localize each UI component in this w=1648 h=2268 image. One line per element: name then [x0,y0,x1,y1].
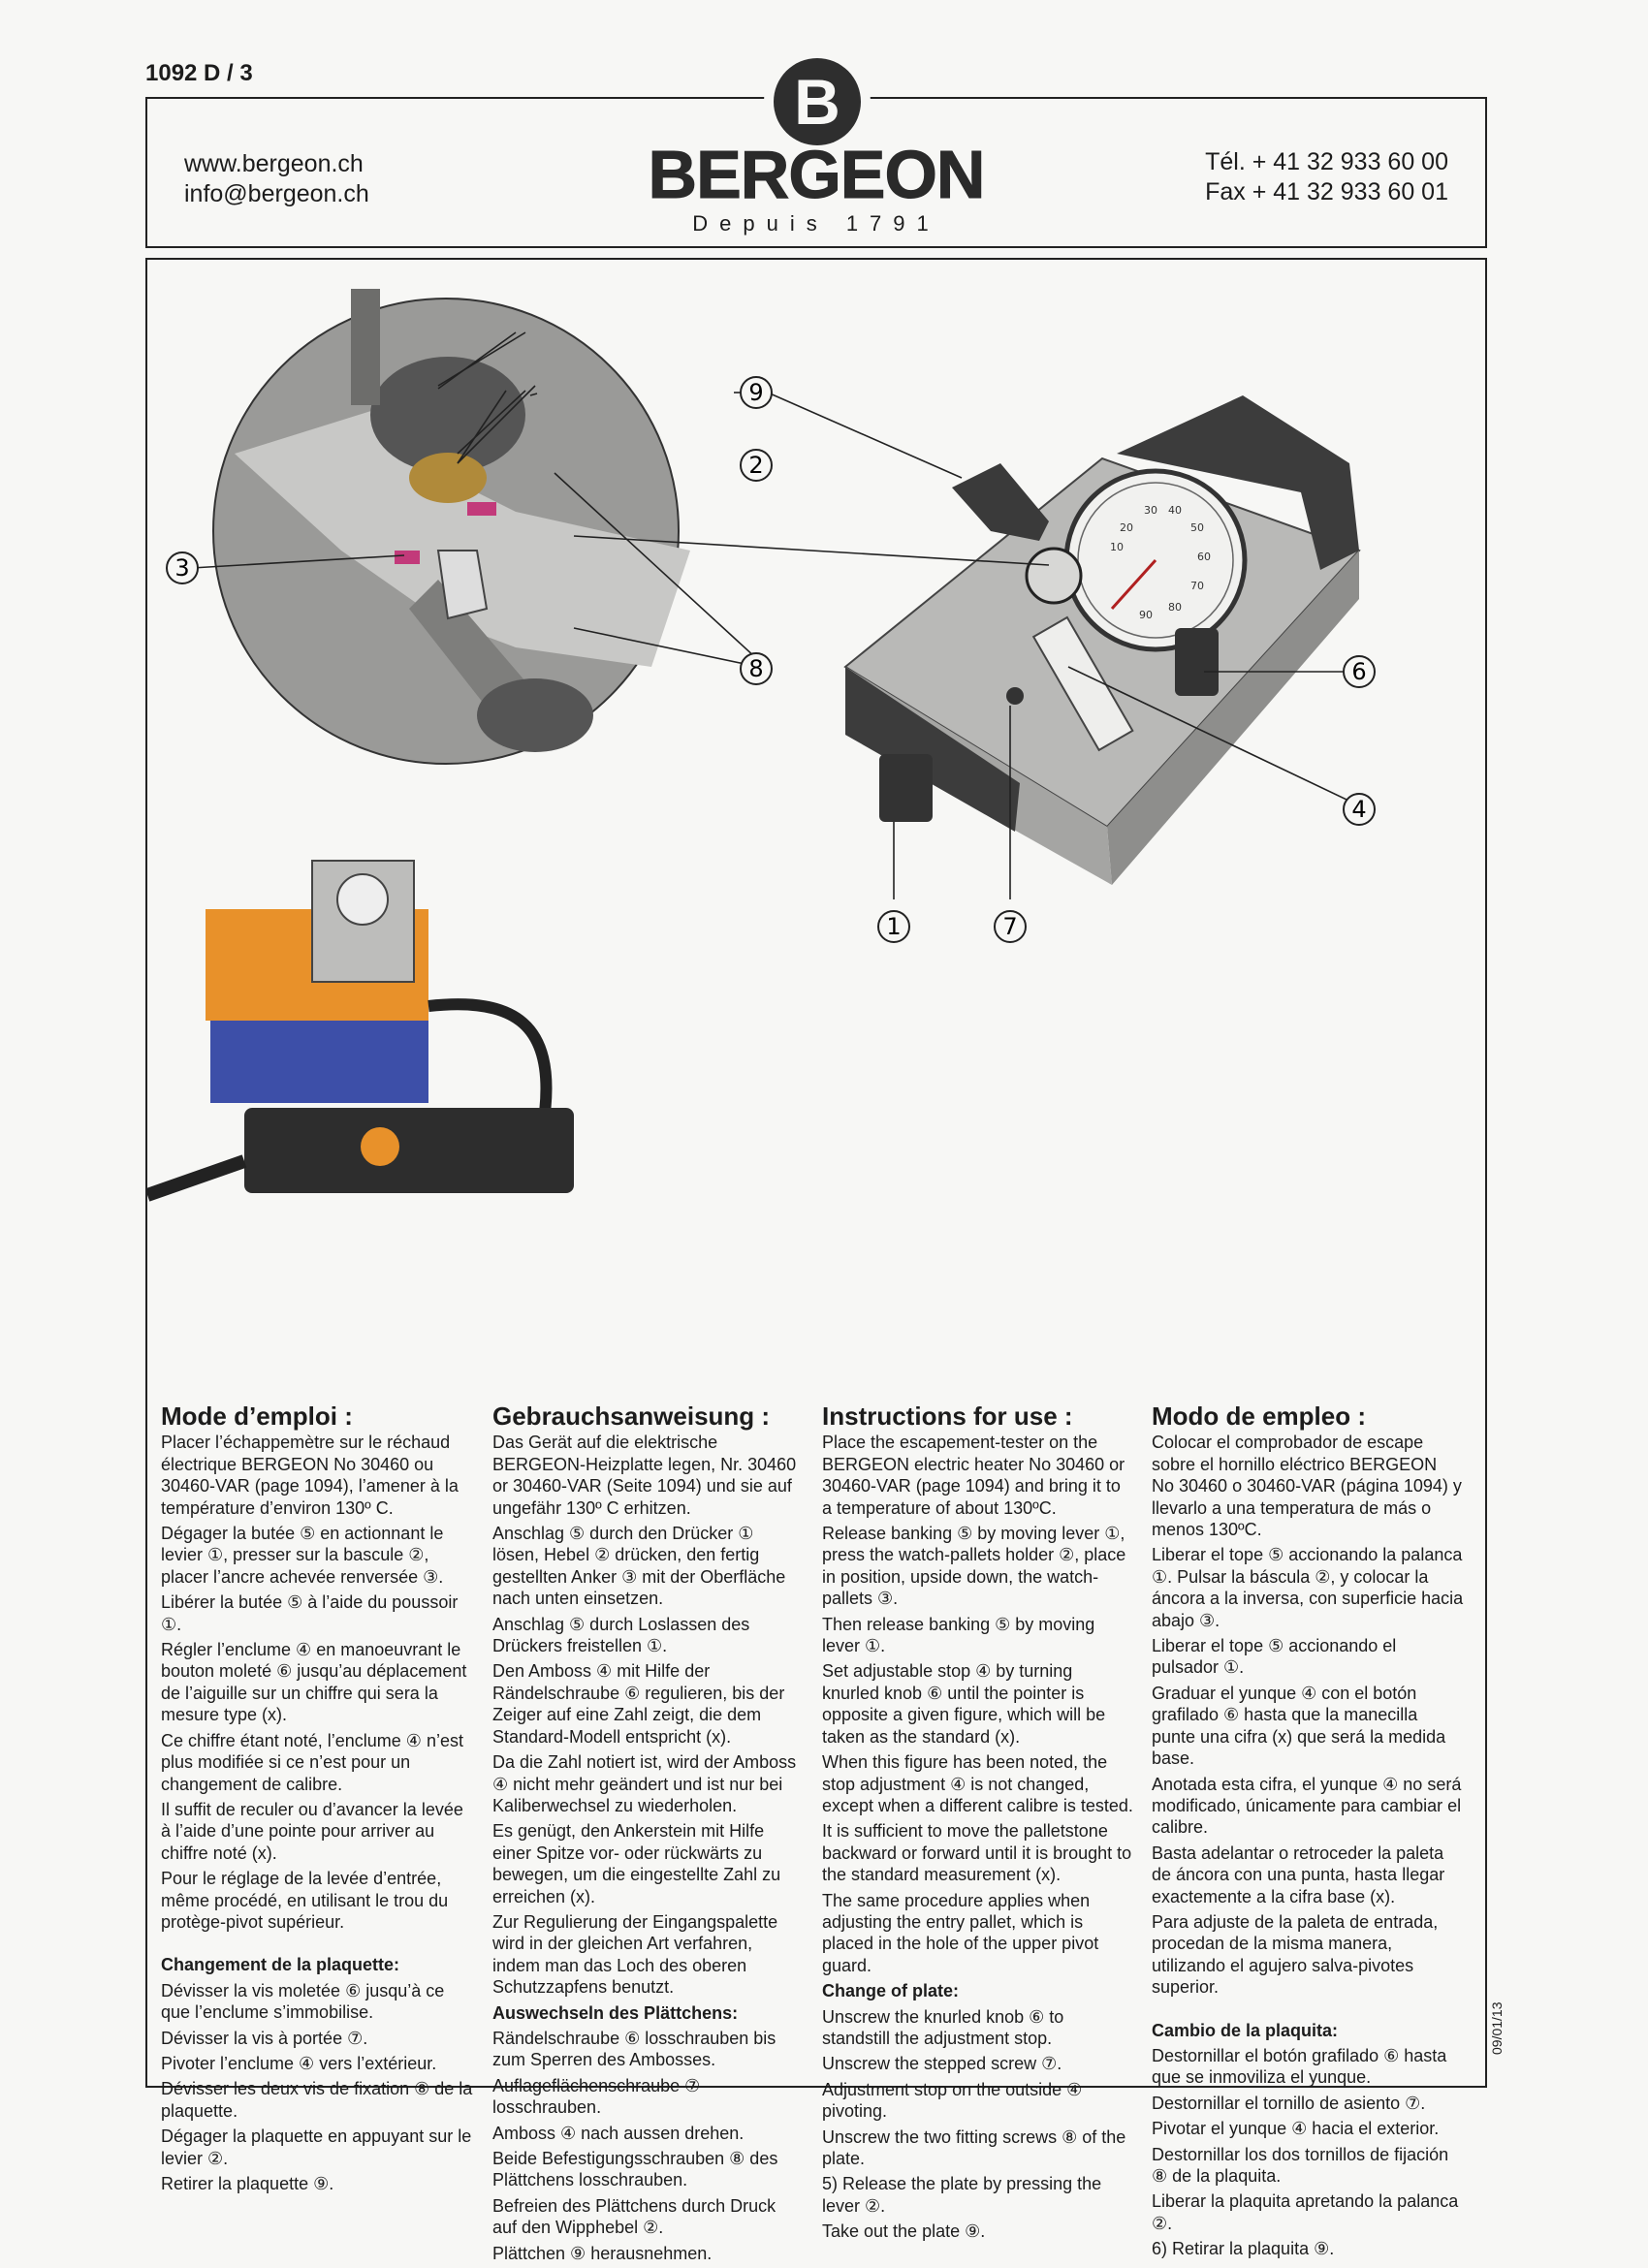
contact-phone [1205,147,1448,207]
instruction-paragraph: It is sufficient to move the palletstone backward or forward until it is brought to the standard measurement (x). [822,1821,1132,1885]
dial-number: 30 [1144,504,1157,517]
callout-7 [995,911,1026,942]
instruction-paragraph: Dégager la butée ⑤ en actionnant le levier ①, presser sur la bascule ②, placer l’ancre achevée renversée ③. [161,1524,444,1587]
column-title: Instructions for use : [822,1402,1073,1431]
fax-number: Fax + 41 32 933 60 01 [1205,178,1448,205]
column-french [161,1402,473,2198]
step-item: 6) Retirar la plaquita ⑨. [1152,2239,1335,2259]
callout-6-label: 6 [1351,658,1367,685]
step-item: Destornillar el tornillo de asiento ⑦. [1152,2093,1426,2113]
step-item: Beide Befestigungsschrauben ⑧ des Plättchens losschrauben. [492,2149,778,2190]
step-item: Dévisser la vis à portée ⑦. [161,2028,368,2048]
instruction-paragraph: Para adjuste de la paleta de entrada, procedan de la misma manera, utilizando el agujero salva-pivotes superior. [1152,1911,1439,1998]
contact-web [184,149,369,209]
step-item: Retirer la plaquette ⑨. [161,2174,334,2193]
step-item: Pivoter l’enclume ④ vers l’extérieur. [161,2053,437,2073]
callout-8 [741,653,772,684]
electric-heater [147,861,574,1195]
step-item: Adjustment stop on the outside ④ pivoting. [822,2079,1083,2122]
column-title: Modo de empleo : [1152,1402,1366,1431]
callout-9 [741,377,772,408]
step-item: Destornillar el botón grafilado ⑥ hasta que se inmoviliza el yunque. [1152,2045,1447,2088]
callout-4 [1344,794,1375,825]
step-item: Rändelschraube ⑥ losschrauben bis zum Sperren des Ambosses. [492,2028,776,2070]
callout-7-label: 7 [1002,913,1018,940]
instruction-paragraph: Es genügt, den Ankerstein mit Hilfe einer Spitze vor- oder rückwärts zu bewegen, um die eingestellte Zahl zu erreichen (x). [492,1821,781,1906]
step-item: Destornillar los dos tornillos de fijación ⑧ de la plaquita. [1152,2144,1449,2186]
dial-number: 80 [1168,601,1182,614]
website-link[interactable]: www.bergeon.ch [184,150,364,177]
instruction-paragraph: Il suffit de reculer ou d’avancer la levée à l’aide d’une pointe pour arriver au chiffre noté (x). [161,1799,463,1863]
callout-3 [167,552,198,583]
phone-number: Tél. + 41 32 933 60 00 [1205,148,1448,175]
bergeon-logo-icon: B [774,58,861,145]
column-spanish [1152,1402,1464,2264]
step-item: 5) Release the plate by pressing the lever ②. [822,2174,1102,2216]
instruction-paragraph: Release banking ⑤ by moving lever ①, press the watch-pallets holder ②, place in position, upside down, the watch-pallets ③. [822,1524,1126,1609]
callout-6 [1344,656,1375,687]
instruction-paragraph: Anotada esta cifra, el yunque ④ no será modificado, únicamente para cambiar el calibre. [1152,1774,1462,1838]
step-item: Befreien des Plättchens durch Druck auf den Wipphebel ②. [492,2195,776,2238]
dial-number: 10 [1110,541,1124,553]
product-illustration [147,260,1485,1374]
dial-number: 50 [1190,521,1204,534]
callout-2 [741,450,772,481]
column-subtitle: Changement de la plaquette: [161,1955,400,1975]
callout-9-label: 9 [748,379,764,406]
footer-date: 09/01/13 [1489,2001,1505,2055]
dial-number: 60 [1197,551,1211,563]
instruction-paragraph: Colocar el comprobador de escape sobre el hornillo eléctrico BERGEON No 30460 o 30460-VAR (página 1094) y llevarlo a una temperatura de más o menos 130ºC. [1152,1433,1462,1540]
dial-number: 20 [1120,521,1133,534]
brand-since: Depuis 1791 [692,211,940,236]
step-item: Plättchen ⑨ herausnehmen. [492,2243,713,2263]
instruction-paragraph: Anschlag ⑤ durch den Drücker ① lösen, Hebel ② drücken, den fertig gestellten Anker ③ mit der Oberfläche nach unten einsetzen. [492,1524,786,1609]
column-english [822,1402,1134,2247]
column-german [492,1402,805,2268]
instruction-paragraph: Den Amboss ④ mit Hilfe der Rändelschraube ⑥ regulieren, bis der Zeiger auf eine Zahl zeigt, die dem Standard-Modell entspricht (x). [492,1661,785,1747]
callout-1 [878,911,909,942]
step-item: Unscrew the stepped screw ⑦. [822,2054,1062,2074]
instruction-paragraph: Régler l’enclume ④ en manoeuvrant le bouton moleté ⑥ jusqu’au déplacement de l’aiguille sur un chiffre qui sera la mesure type (x). [161,1640,467,1725]
callout-8-label: 8 [748,655,764,682]
magnified-detail [213,289,690,764]
column-subtitle: Auswechseln des Plättchens: [492,2002,739,2023]
instruction-paragraph: Basta adelantar o retroceder la paleta de áncora con una punta, hasta llegar exactemente a la cifra base (x). [1152,1843,1445,1906]
instruction-paragraph: Ce chiffre étant noté, l’enclume ④ n’est plus modifiée si ce n’est pour un changement de calibre. [161,1730,463,1794]
instruction-paragraph: Placer l’échappemètre sur le réchaud électrique BERGEON No 30460 ou 30460-VAR (page 1094), l’amener à la température d’environ 130º C. [161,1433,459,1518]
step-item: Unscrew the two fitting screws ⑧ of the plate. [822,2126,1126,2168]
step-item: Dégager la plaquette en appuyant sur le levier ②. [161,2126,472,2168]
instruction-paragraph: Place the escapement-tester on the BERGEON electric heater No 30460 or 30460-VAR (page 1094) and bring it to a temperature of about 130ºC. [822,1433,1125,1518]
instruction-paragraph: Anschlag ⑤ durch Loslassen des Drückers freistellen ①. [492,1614,750,1656]
step-item: Unscrew the knurled knob ⑥ to standstill the adjustment stop. [822,2006,1064,2048]
column-subtitle: Change of plate: [822,1981,960,2001]
instruction-paragraph: Then release banking ⑤ by moving lever ①. [822,1614,1095,1656]
step-item: Take out the plate ⑨. [822,2221,986,2242]
column-subtitle: Cambio de la plaquita: [1152,2020,1339,2040]
instruction-paragraph: The same procedure applies when adjusting the entry pallet, which is placed in the hole of the upper pivot guard. [822,1890,1099,1975]
callout-4-label: 4 [1351,796,1367,823]
step-item: Amboss ④ nach aussen drehen. [492,2123,745,2143]
step-item: Dévisser les deux vis de fixation ⑧ de la plaquette. [161,2079,473,2121]
escapement-tester [845,395,1359,885]
step-item: Liberar la plaquita apretando la palanca ②. [1152,2191,1459,2233]
instruction-paragraph: Zur Regulierung der Eingangspalette wird in der gleichen Art verfahren, indem man das Loch des oberen Schutzzapfens benutzt. [492,1911,778,1998]
brand-name: BERGEON [648,137,985,212]
instruction-paragraph: Graduar el yunque ④ con el botón grafilado ⑥ hasta que la manecilla punte una cifra (x) que será la medida base. [1152,1683,1446,1769]
callout-1-label: 1 [886,913,902,940]
content-box [145,258,1487,2263]
instruction-paragraph: Pour le réglage de la levée d’entrée, même procédé, en utilisant le trou du protège-pivot supérieur. [161,1869,449,1932]
column-title: Mode d’emploi : [161,1402,353,1431]
step-item: Pivotar el yunque ④ hacia el exterior. [1152,2119,1440,2139]
instruction-paragraph: Da die Zahl notiert ist, wird der Amboss ④ nicht mehr geändert und ist nur bei Kaliberwechsel zu wiederholen. [492,1752,797,1815]
document-reference: 1092 D / 3 [145,60,253,86]
email-link[interactable]: info@bergeon.ch [184,180,369,207]
dial-number: 40 [1168,504,1182,517]
step-item: Auflageflächenschraube ⑦ losschrauben. [492,2075,701,2118]
instruction-paragraph: Liberar el tope ⑤ accionando el pulsador ①. [1152,1636,1397,1678]
step-item: Dévisser la vis moletée ⑥ jusqu’à ce que l’enclume s’immobilise. [161,1980,445,2023]
callout-2-label: 2 [748,452,764,479]
instruction-paragraph: When this figure has been noted, the stop adjustment ④ is not changed, except when a different calibre is tested. [822,1752,1133,1815]
instruction-paragraph: Set adjustable stop ④ by turning knurled knob ⑥ until the pointer is opposite a given figure, which will be taken as the standard (x). [822,1661,1106,1747]
column-title: Gebrauchsanweisung : [492,1402,771,1431]
instruction-paragraph: Liberar el tope ⑤ accionando la palanca ①. Pulsar la báscula ②, y colocar la áncora a la inversa, con superficie hacia abajo ③. [1152,1545,1464,1630]
dial-number: 70 [1190,580,1204,592]
instruction-paragraph: Das Gerät auf die elektrische BERGEON-Heizplatte legen, Nr. 30460 or 30460-VAR (Seite 1094) und sie auf ungefähr 130º C erhitzen. [492,1433,797,1518]
instruction-paragraph: Libérer la butée ⑤ à l’aide du poussoir ①. [161,1592,459,1634]
dial-number: 90 [1139,609,1153,621]
callout-3-label: 3 [174,554,190,582]
